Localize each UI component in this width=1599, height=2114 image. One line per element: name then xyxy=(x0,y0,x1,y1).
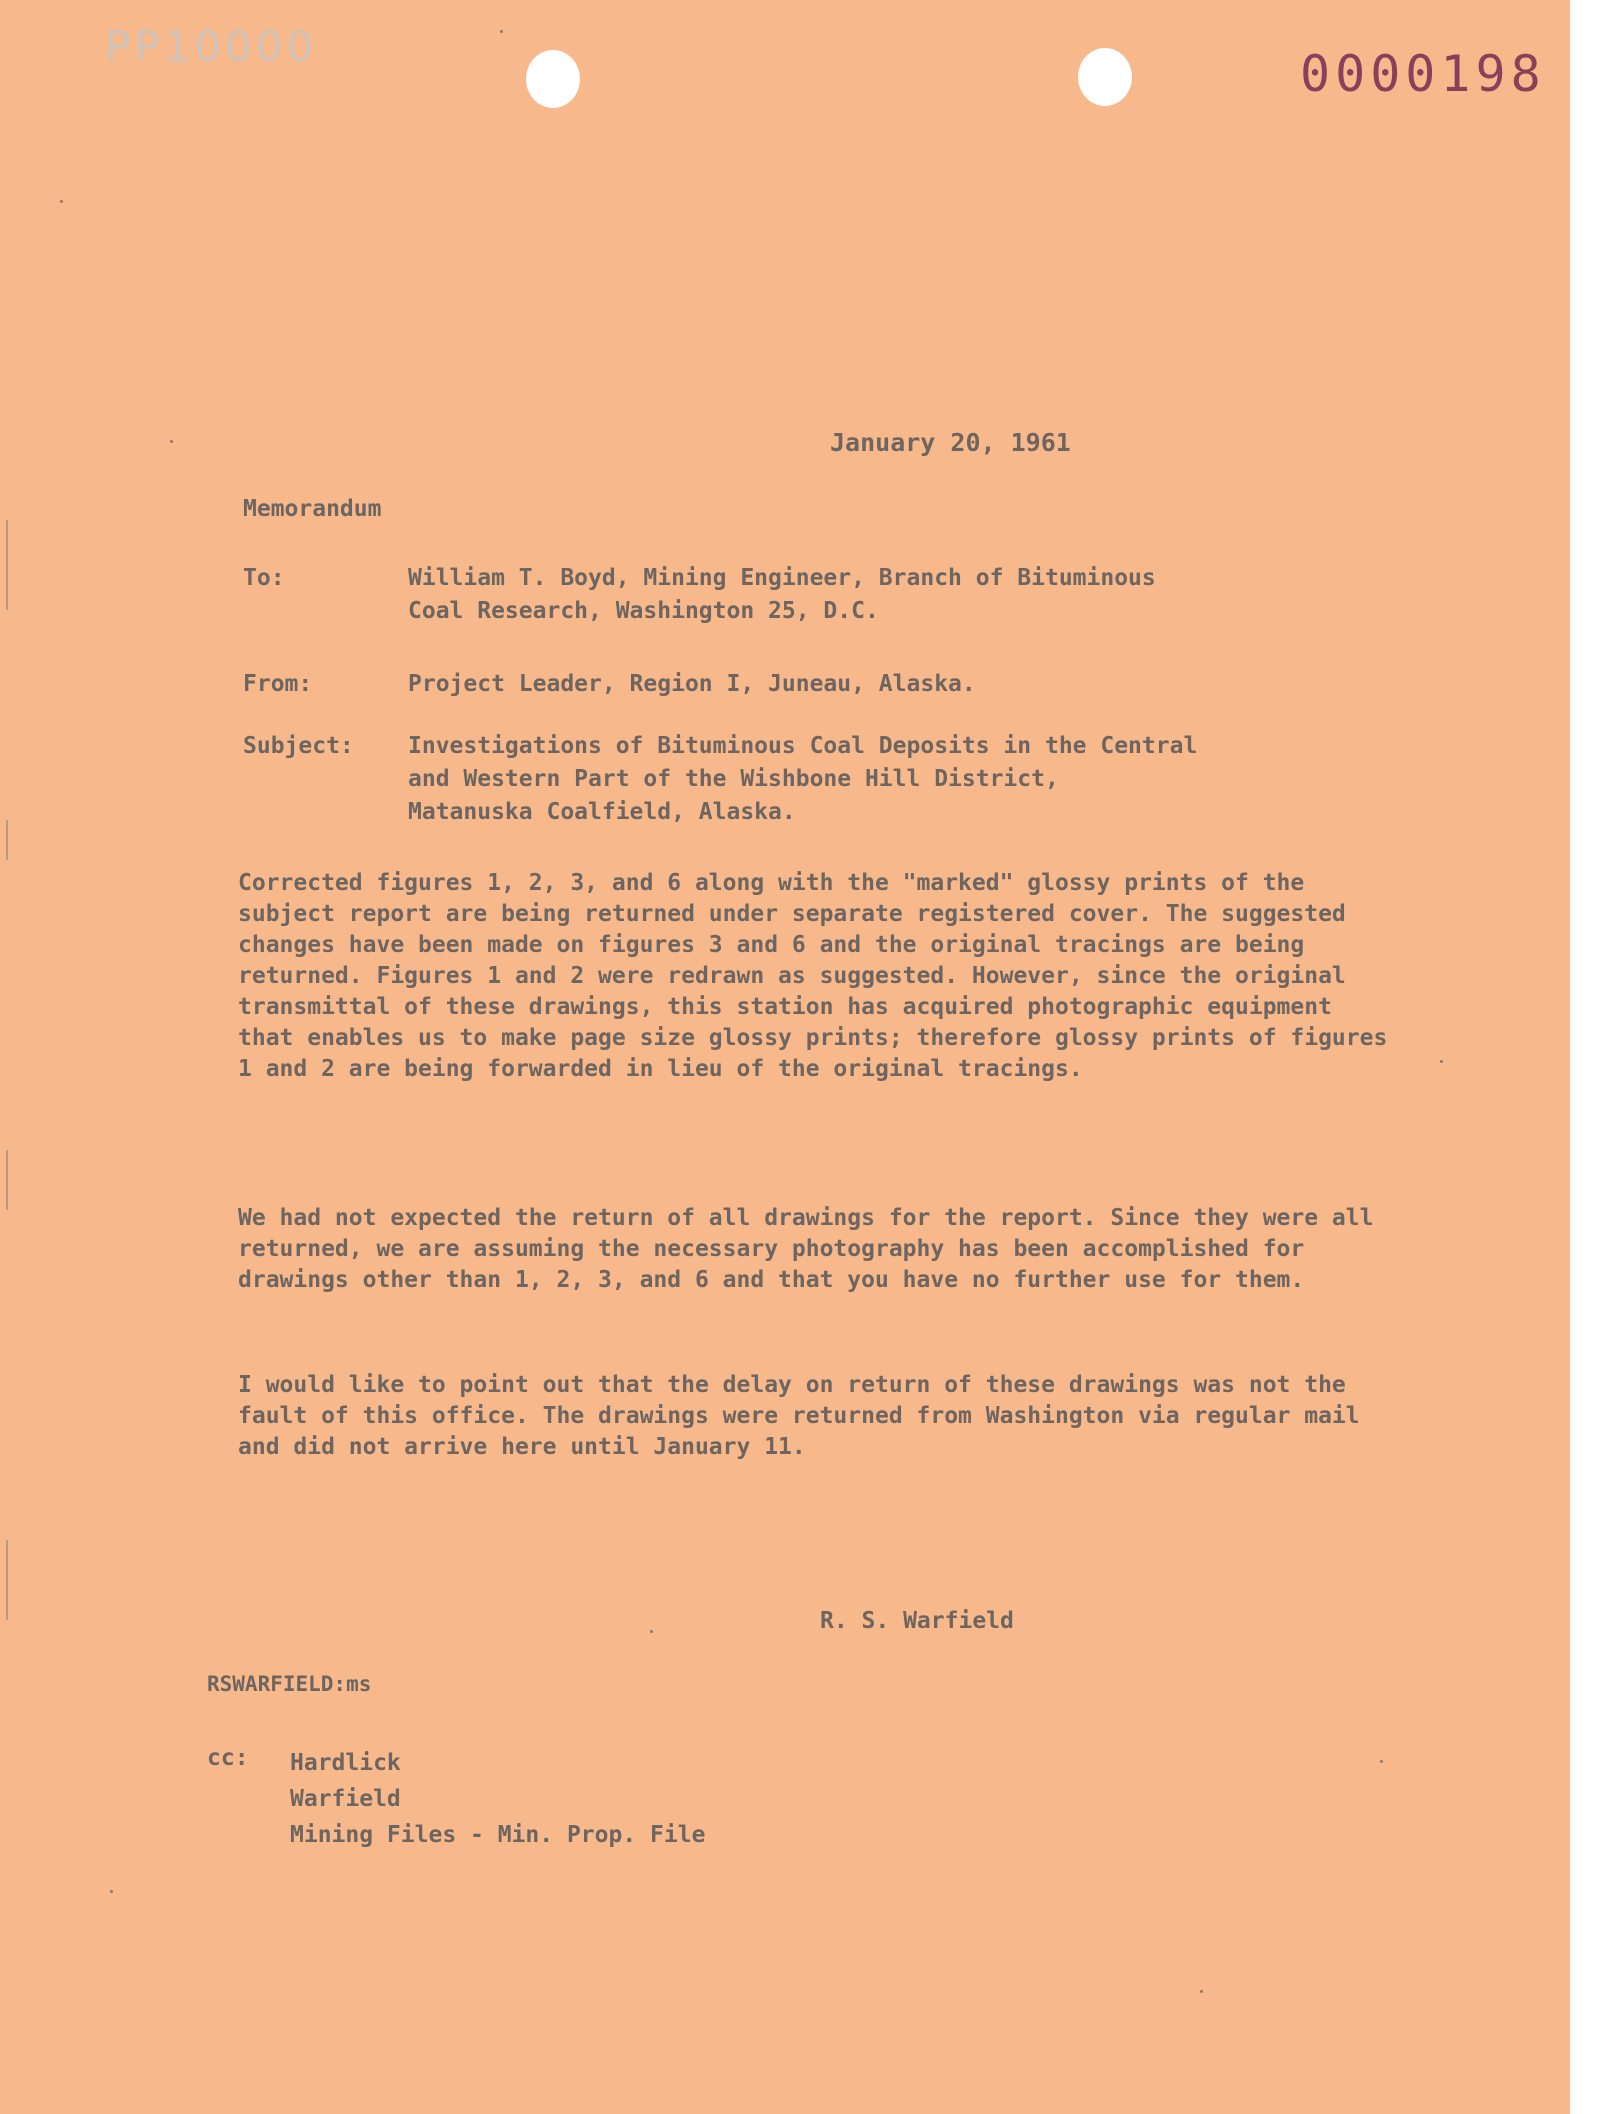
subject-label: Subject: xyxy=(243,733,354,759)
paper-speck xyxy=(1440,1060,1443,1063)
cc-label: cc: xyxy=(207,1745,249,1771)
typist-initials: RSWARFIELD:ms xyxy=(207,1672,372,1696)
paper-speck xyxy=(60,200,63,203)
paper-speck xyxy=(170,440,173,443)
memo-type-label: Memorandum xyxy=(243,496,382,522)
punch-hole-right xyxy=(1078,48,1132,106)
to-recipient: William T. Boyd, Mining Engineer, Branch of Bituminous Coal Research, Washington 25, D.C. xyxy=(408,565,1156,624)
edge-mark xyxy=(6,520,8,610)
punch-hole-left xyxy=(526,50,580,108)
to-label: To: xyxy=(243,565,285,591)
memo-date: January 20, 1961 xyxy=(830,428,1071,457)
edge-mark xyxy=(6,820,8,860)
cc-recipient: Hardlick xyxy=(290,1750,401,1776)
from-label: From: xyxy=(243,671,313,697)
page-number-stamp: 0000198 xyxy=(1300,45,1546,103)
file-stamp-left: PP10000 xyxy=(105,22,318,71)
cc-recipient: Warfield xyxy=(290,1786,401,1812)
cc-recipient: Mining Files - Min. Prop. File xyxy=(290,1822,706,1848)
edge-mark xyxy=(6,1150,8,1210)
body-paragraph-1: Corrected figures 1, 2, 3, and 6 along with the "marked" glossy prints of the subject report are being returned under separate registered cover. The suggested changes have been made on figures 3 and 6 and the original tracings are being returned. Figures 1 and 2 were redrawn as suggested. However, since the original transmittal of these drawings, this station has acquired photographic equipment that enables us to make page size glossy prints; therefore glossy prints of figures 1 and 2 are being forwarded in lieu of the original tracings. xyxy=(238,870,1388,1082)
paper-speck xyxy=(500,30,503,33)
cc-recipient-list xyxy=(290,1745,705,1853)
from-sender: Project Leader, Region I, Juneau, Alaska. xyxy=(408,671,976,697)
paper-speck xyxy=(110,1890,113,1893)
paper-speck xyxy=(650,1630,653,1633)
body-paragraph-2: We had not expected the return of all drawings for the report. Since they were all returned, we are assuming the necessary photography has been accomplished for drawings other than 1, 2, 3, and 6 and that you have no further use for them. xyxy=(238,1205,1374,1293)
signature-name: R. S. Warfield xyxy=(820,1608,1014,1634)
edge-mark xyxy=(6,1540,8,1620)
subject-text: Investigations of Bituminous Coal Deposits in the Central and Western Part of the Wishbone Hill District, Matanuska Coalfield, Alaska. xyxy=(408,733,1198,825)
paper-speck xyxy=(1380,1760,1383,1763)
body-paragraph-3: I would like to point out that the delay on return of these drawings was not the fault of this office. The drawings were returned from Washington via regular mail and did not arrive here until January 11. xyxy=(238,1372,1360,1460)
paper-speck xyxy=(1200,1990,1203,1993)
